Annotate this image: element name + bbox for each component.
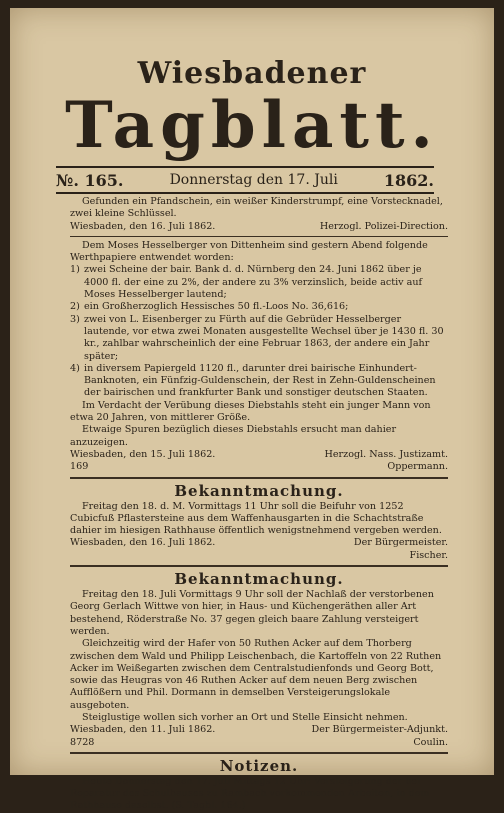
notice-signer: Coulin.	[413, 736, 448, 748]
theft-signature	[70, 449, 448, 461]
masthead-title: Tagblatt.	[65, 88, 439, 163]
notice-place: Wiesbaden, den 16. Juli 1862.	[70, 537, 216, 549]
divider	[70, 565, 448, 567]
notice-signer: Fischer.	[409, 549, 448, 561]
notice-text: Gleichzeitig wird der Hafer von 50 Ruthen Acker auf dem Thorberg zwischen dem Wald und Philipp Leischenbach, die Kartoffeln von 22 Ruthen Acker im Weißegarten zwischen dem Centralstudienfonds und Georg Bott, sowie das Heugras von 46 Ruthen Acker auf dem neuen Berg zwischen Aufflößern und Phil. Dormann in demselben Versteigerungslokale ausgeboten.	[70, 638, 442, 711]
theft-authority: Herzogl. Nass. Justizamt.	[324, 448, 448, 460]
theft-item: 3) zwei von L. Eisenberger zu Fürth auf die Gebrüder Hesselberger lautende, vor etwa zwei Monaten ausgestellte Wechsel über je 1430 fl. 30 kr., zahlbar wahrscheinlich der eine Februar 1863, der andere ein Jahr später;	[70, 313, 444, 362]
notizen-text: Heute Donnerstag den 17. Juli Mittags 12 Uhr: Versteigerung der bei Reparatur des Schulhauses zu Rambach vorkommenden Arbeiten, in dem Rathhause daselbst. (S. Tagbl. 164.)	[70, 775, 430, 812]
notice-authority: Der Bürgermeister-Adjunkt.	[311, 724, 448, 736]
theft-signer-row	[70, 461, 448, 473]
notice-signature	[70, 537, 448, 549]
theft-item: 4) in diversem Papiergeld 1120 fl., darunter drei bairische Einhundert-Banknoten, ein Fünfzig-Guldenschein, der Rest in Zehn-Guldenscheinen der bairischen und frankfurter Bank und sonstiger deutschen Staaten.	[70, 362, 436, 399]
theft-place: Wiesbaden, den 15. Juli 1862.	[70, 448, 216, 460]
divider	[70, 236, 448, 237]
notice-heading: Bekanntmachung.	[174, 570, 344, 589]
issue-date: Donnerstag den 17. Juli	[169, 172, 338, 188]
issue-number: №. 165.	[56, 170, 124, 190]
notice-heading: Bekanntmachung.	[174, 481, 344, 500]
newspaper-page	[10, 8, 494, 812]
divider	[70, 752, 448, 754]
found-notice-authority: Herzogl. Polizei-Direction.	[319, 220, 448, 232]
theft-item: 2) ein Großherzoglich Hessisches 50 fl.-Loos No. 36,616;	[70, 301, 349, 313]
notizen-heading: Notizen.	[219, 756, 299, 775]
notice-number: 8728	[70, 736, 95, 748]
notice-authority: Der Bürgermeister.	[353, 537, 448, 549]
notice-signature	[70, 724, 448, 736]
notice-place: Wiesbaden, den 11. Juli 1862.	[70, 724, 216, 736]
notice-text: Freitag den 18. d. M. Vormittags 11 Uhr soll die Beifuhr von 1252 Cubicfuß Pflastersteine aus dem Waffenhausgarten in die Schachtstraße dahier im hiesigen Rathhause öffentlich wenigstnehmend vergeben werden.	[70, 500, 442, 537]
notice-text: Steiglustige wollen sich vorher an Ort und Stelle Einsicht nehmen.	[82, 711, 408, 723]
found-notice-place: Wiesbaden, den 16. Juli 1862.	[70, 220, 216, 232]
found-notice-signature	[70, 221, 448, 233]
theft-intro: Dem Moses Hesselberger von Dittenheim sind gestern Abend folgende Werthpapiere entwendet worden:	[70, 239, 428, 264]
dateline	[56, 166, 434, 194]
masthead-subtitle: Wiesbadener	[137, 56, 367, 91]
notice-text: Freitag den 18. Juli Vormittags 9 Uhr soll der Nachlaß der verstorbenen Georg Gerlach Wittwe von hier, in Haus- und Küchengeräthen aller Art bestehend, Röderstraße No. 37 gegen gleich baare Zahlung versteigert werden.	[70, 589, 434, 637]
divider	[70, 477, 448, 479]
found-notice-text: Gefunden ein Pfandschein, ein weißer Kinderstrumpf, eine Vorstecknadel, zwei kleine Schlüssel.	[70, 196, 443, 220]
theft-request: Etwaige Spuren bezüglich dieses Diebstahls ersucht man dahier anzuzeigen.	[70, 424, 397, 448]
content-column	[70, 196, 448, 813]
theft-item: 1) zwei Scheine der bair. Bank d. d. Nürnberg den 24. Juni 1862 über je 4000 fl. der eine zu 2%, der andere zu 3% verzinslich, beide activ auf Moses Hesselberger lautend;	[70, 264, 423, 301]
theft-number: 169	[70, 461, 89, 473]
issue-year: 1862.	[383, 170, 434, 190]
theft-suspect: Im Verdacht der Verübung dieses Diebstahls steht ein junger Mann von etwa 20 Jahren, von mittlerer Größe.	[70, 399, 431, 424]
theft-signer: Oppermann.	[387, 461, 448, 473]
notice-signer-row	[70, 737, 448, 749]
